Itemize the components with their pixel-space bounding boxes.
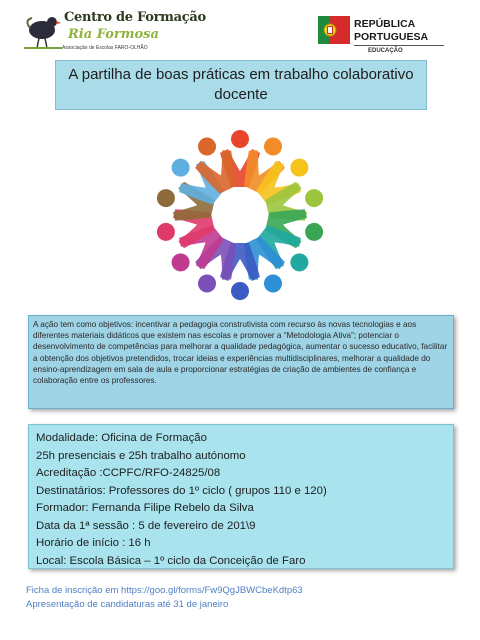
logo-educacao: EDUCAÇÃO [368,48,403,54]
logo-centro-formacao [22,6,206,56]
info-formador: Formador: Fernanda Filipe Rebelo da Silva [36,502,254,514]
application-deadline: Apresentação de candidaturas até 31 de janeiro [26,599,229,610]
course-info-box [28,424,454,569]
registration-link[interactable]: Ficha de inscrição em https://goo.gl/forms/Fw9QgJBWCbeKdtp63 [26,585,303,596]
portugal-flag-icon [318,16,350,44]
logo-line2: Ria Formosa [68,27,159,42]
description-box [28,315,454,409]
info-data: Data da 1ª sessão : 5 de fevereiro de 201\9 [36,519,256,532]
logo-republica: REPÚBLICA [354,18,416,30]
info-horario: Horário de início : 16 h [36,537,151,549]
info-modalidade: Modalidade: Oficina de Formação [36,432,207,444]
page-title: A partilha de boas práticas em trabalho colaborativo docente [68,66,414,103]
logo-line1: Centro de Formação [64,10,206,25]
collaboration-circle-illustration [140,120,340,310]
info-destinatarios: Destinatários: Professores do 1º ciclo ( grupos 110 e 120) [36,484,327,497]
info-local: Local: Escola Básica – 1º ciclo da Conceição de Faro [36,554,306,567]
title-banner [55,60,427,110]
logo-divider [354,45,444,46]
info-horas: 25h presenciais e 25h trabalho autónomo [36,449,246,462]
description-text: A ação tem como objetivos: incentivar a pedagogia construtivista com recurso às novas tecnologias e aos diferentes materiais didáticos que existem nas escolas e promover a “Metodologia Ativa”; potenciar o desenvolvimento de competências para melhorar a qualidade pedagógica, aumentar o sucesso educativo, facilitar a obtenção dos objetivos pretendidos, trocar ideias e experiências multidisciplinares, melhorar a qualidade do ensino-aprendizagem em sala de aula e proporcionar estratégias de criação de ambientes de confiança e colaboração entre os professores. [33,320,448,386]
logo-portuguesa: PORTUGUESA [354,31,429,43]
info-acreditacao: Acreditação :CCPFC/RFO-24825/08 [36,467,221,479]
logo-republica-portuguesa [318,16,458,58]
bird-icon [24,10,62,50]
logo-line3: Associação de Escolas FARO-OLHÃO [62,45,148,51]
footer [26,584,303,612]
